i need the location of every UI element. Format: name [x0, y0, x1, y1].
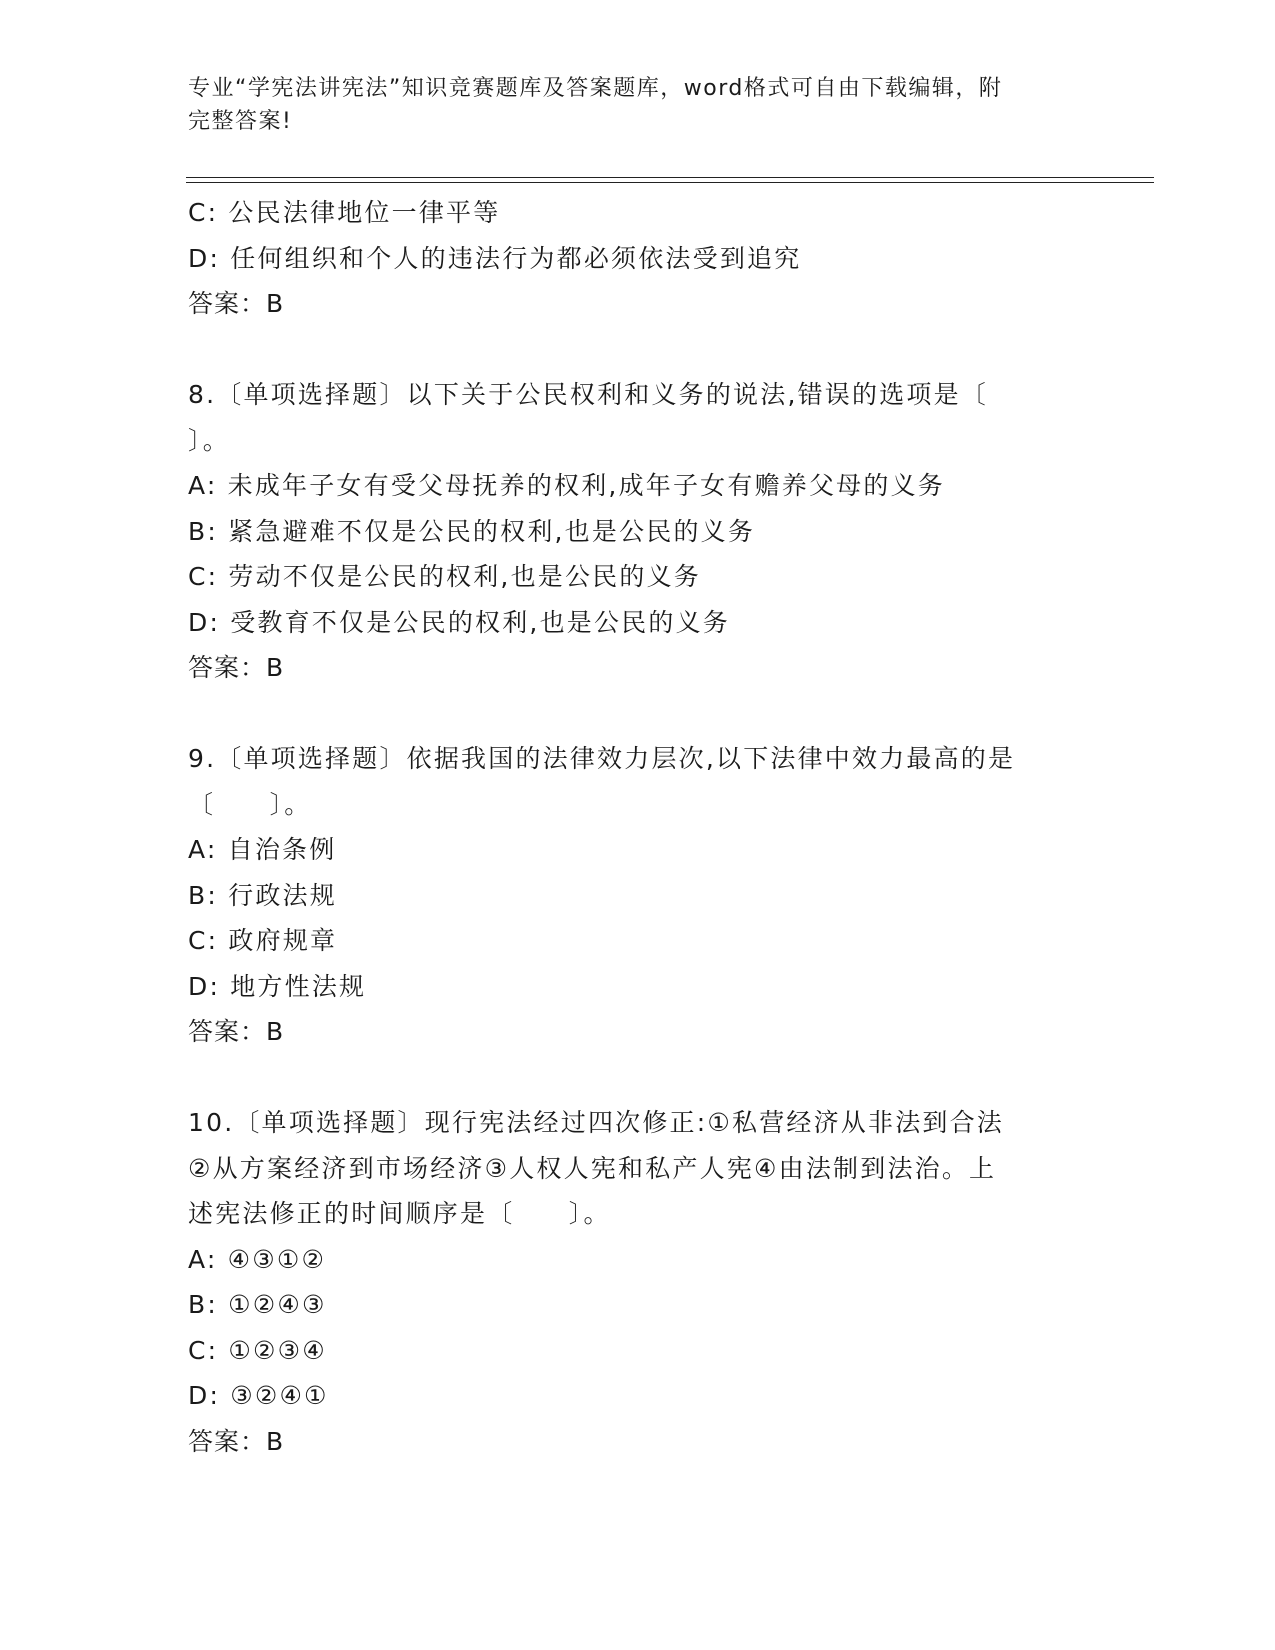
answer: 答案：B — [188, 289, 285, 318]
question-9 — [188, 736, 1088, 1055]
question-stem: ②从方案经济到市场经济③人权人宪和私产人宪④由法制到法治。上 — [188, 1153, 997, 1183]
option-b: B: 行政法规 — [188, 880, 337, 910]
option-d: D: 受教育不仅是公民的权利,也是公民的义务 — [188, 607, 730, 637]
option-d: D: 任何组织和个人的违法行为都必须依法受到追究 — [188, 243, 802, 273]
question-8 — [188, 372, 1088, 691]
option-a: A: ④③①② — [188, 1244, 327, 1274]
option-d: D: 地方性法规 — [188, 971, 367, 1001]
header-line-1: 专业“学宪法讲宪法”知识竞赛题库及答案题库，word格式可自由下载编辑，附 — [188, 76, 1003, 101]
spacer — [188, 1055, 1088, 1101]
option-a: A: 未成年子女有受父母抚养的权利,成年子女有赡养父母的义务 — [188, 471, 945, 500]
option-b: B: 紧急避难不仅是公民的权利,也是公民的义务 — [188, 516, 756, 546]
answer: 答案：B — [188, 653, 285, 682]
option-a: A: 自治条例 — [188, 835, 337, 864]
question-stem: 8.〔单项选择题〕以下关于公民权利和义务的说法,错误的选项是〔 — [188, 380, 989, 409]
header-divider-bottom — [186, 182, 1154, 183]
question-10 — [188, 1100, 1088, 1464]
question-stem: 〕。 — [188, 425, 230, 455]
question-stem: 9.〔单项选择题〕依据我国的法律效力层次,以下法律中效力最高的是 — [188, 744, 1016, 773]
question-list — [188, 190, 1088, 1464]
option-c: C: 公民法律地位一律平等 — [188, 198, 501, 227]
option-c: C: ①②③④ — [188, 1335, 327, 1365]
option-c: C: 劳动不仅是公民的权利,也是公民的义务 — [188, 562, 701, 591]
header-line-2: 完整答案! — [188, 109, 293, 134]
question-stem: 述宪法修正的时间顺序是〔 〕。 — [188, 1199, 611, 1228]
header-divider-top — [186, 177, 1154, 178]
spacer — [188, 327, 1088, 373]
answer: 答案：B — [188, 1426, 285, 1456]
answer: 答案：B — [188, 1017, 285, 1046]
option-c: C: 政府规章 — [188, 926, 338, 955]
question-stem: 〔 〕。 — [188, 789, 312, 819]
option-d: D: ③②④① — [188, 1381, 329, 1410]
spacer — [188, 691, 1088, 737]
document-header — [188, 72, 1088, 138]
option-b: B: ①②④③ — [188, 1290, 327, 1319]
question-7-tail — [188, 190, 1088, 327]
question-stem: 10.〔单项选择题〕现行宪法经过四次修正:①私营经济从非法到合法 — [188, 1108, 1004, 1137]
